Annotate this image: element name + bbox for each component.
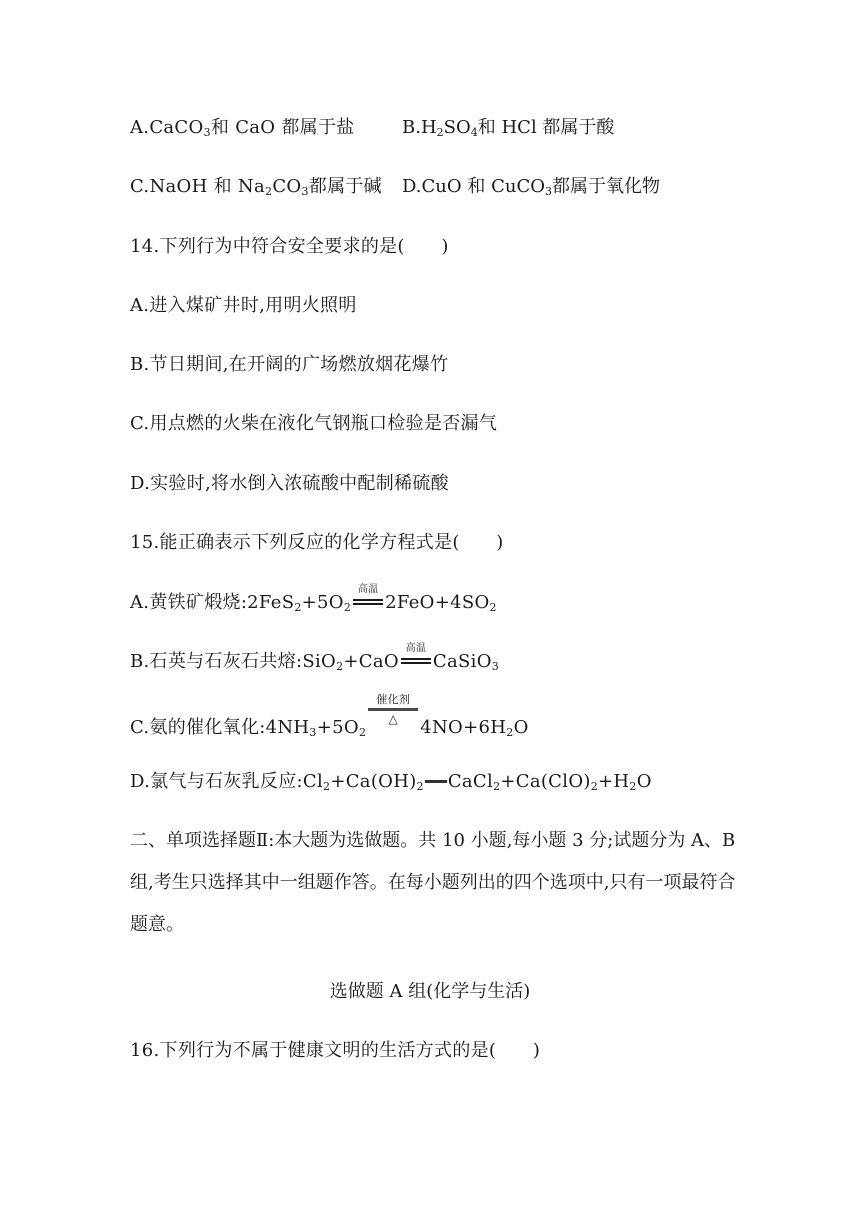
text: +5O	[316, 717, 359, 738]
subscript: 2	[265, 185, 273, 198]
subscript: 3	[544, 185, 552, 198]
text: D.CuO 和 CuCO	[402, 176, 545, 197]
subscript: 3	[203, 126, 211, 139]
subscript: 2	[506, 726, 514, 739]
subscript: 2	[416, 780, 424, 793]
text: A.CaCO	[130, 117, 204, 138]
q14-stem: 14.下列行为中符合安全要求的是( )	[130, 236, 449, 257]
equals-bar	[425, 780, 447, 783]
subscript: 2	[436, 126, 444, 139]
q13-option-c	[130, 173, 382, 201]
text: CaSiO	[432, 651, 492, 672]
subscript: 4	[470, 126, 478, 139]
text: O	[513, 717, 529, 738]
text: CO	[272, 176, 302, 197]
q13-option-a	[130, 114, 355, 142]
subscript: 2	[336, 660, 344, 673]
text: C.氨的催化氧化:4NH	[130, 717, 310, 738]
text: B.石英与石灰石共熔:SiO	[130, 651, 337, 672]
equals-bar	[401, 658, 431, 660]
text: CaCl	[447, 771, 494, 792]
q15-option-a	[130, 584, 497, 617]
subscript: 2	[294, 601, 302, 614]
text: +H	[598, 771, 630, 792]
q15-option-c	[130, 693, 529, 742]
text: O	[636, 771, 652, 792]
subscript: 2	[489, 601, 497, 614]
text: 和 CaO 都属于盐	[210, 117, 355, 138]
subscript: 2	[629, 780, 637, 793]
q16-stem: 16.下列行为不属于健康文明的生活方式的是( )	[130, 1040, 541, 1061]
catalyst-label: 催化剂	[376, 693, 411, 706]
text: 和 HCl 都属于酸	[477, 117, 615, 138]
text: +Ca(OH)	[330, 771, 417, 792]
q13-option-b	[402, 114, 614, 142]
text: SO	[443, 117, 471, 138]
heat-icon: △	[388, 712, 399, 726]
section-2-intro: 二、单项选择题Ⅱ:本大题为选做题。共 10 小题,每小题 3 分;试题分为 A、B 组,考生只选择其中一组题作答。在每小题列出的四个选项中,只有一项最符合题意。	[130, 830, 736, 935]
subscript: 3	[491, 660, 500, 673]
text: 都属于氧化物	[551, 176, 660, 197]
subscript: 2	[323, 780, 331, 793]
text: 2FeO+4SO	[385, 592, 490, 613]
q14-option-d: D.实验时,将水倒入浓硫酸中配制稀硫酸	[130, 473, 449, 494]
reaction-condition	[368, 693, 418, 737]
text: 4NO+6H	[420, 717, 507, 738]
condition-label: 高温	[405, 643, 427, 654]
q15-stem: 15.能正确表示下列反应的化学方程式是( )	[130, 532, 504, 553]
subscript: 2	[358, 726, 367, 739]
subscript: 2	[493, 780, 501, 793]
reaction-condition	[352, 584, 384, 610]
equals-bar	[353, 603, 383, 605]
q14-option-a: A.进入煤矿井时,用明火照明	[130, 295, 357, 316]
text: +5O	[301, 592, 344, 613]
text: B.H	[402, 117, 437, 138]
q15-option-d	[130, 768, 652, 796]
group-a-title: 选做题 A 组(化学与生活)	[329, 981, 531, 1002]
reaction-condition	[400, 643, 432, 669]
q15-option-b	[130, 643, 500, 676]
equals-bar	[401, 662, 431, 664]
text: +Ca(ClO)	[500, 771, 591, 792]
text: A.黄铁矿煅烧:2FeS	[130, 592, 295, 613]
q14-option-b: B.节日期间,在开阔的广场燃放烟花爆竹	[130, 354, 449, 375]
equals-bar	[353, 599, 383, 601]
subscript: 2	[590, 780, 599, 793]
text: D.氯气与石灰乳反应:Cl	[130, 771, 324, 792]
q14-option-c: C.用点燃的火柴在液化气钢瓶口检验是否漏气	[130, 413, 498, 434]
subscript: 3	[301, 185, 309, 198]
subscript: 3	[309, 726, 317, 739]
q13-option-d	[402, 173, 660, 201]
subscript: 2	[343, 601, 352, 614]
text: 都属于碱	[308, 176, 382, 197]
condition-label: 高温	[357, 584, 379, 595]
text: +CaO	[343, 651, 399, 672]
text: C.NaOH 和 Na	[130, 176, 266, 197]
